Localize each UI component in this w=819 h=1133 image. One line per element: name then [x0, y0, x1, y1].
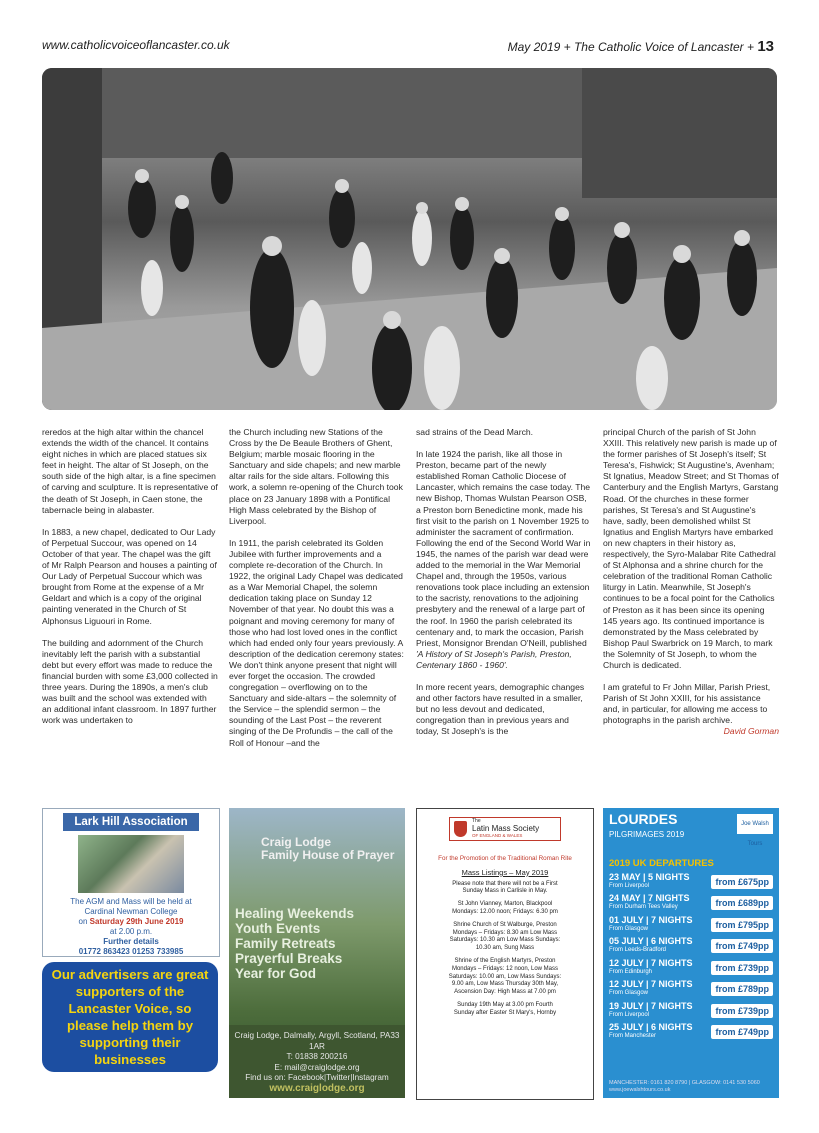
lark-time: at 2.00 p.m. [109, 927, 153, 936]
paragraph-text: In late 1924 the parish, like all those in Preston, became part of the newly established Roman Catholic Diocese of Lancaster, which remains the case today. The new Bishop, Thomas Wulstan Pearson OSB, a Preston born Benedictine monk, made his first visit to the parish on 1 November 1925 to administer the sacrament of confirmation. Following the end of the Second World War in 1945, the names of the parish war dead were added to the memorial in the War Memorial Chapel and, through the 1950s, various renovations took place including an extension to the sacristy, renovations to the adjoining presbytery and the renewal of a large part of the roof. In 1960 the parish celebrated its centenary and, to mark the occasion, Parish Priest, Monsignor Brendan O'Neill, published [416, 449, 591, 648]
departure-price: from £739pp [711, 1004, 773, 1018]
paragraph [416, 449, 592, 671]
lourdes-subtitle: PILGRIMAGES 2019 [609, 830, 685, 839]
departure-from: From Durham Tees Valley [609, 904, 678, 911]
paragraph: In 1883, a new chapel, dedicated to Our Lady of Perpetual Succour, was opened on 14 October of that year. The chapel was the gift of Mr Ralph Pearson and houses a painting of Our Lady of Perpetual Succour which was brought from Rome at the expense of a Mr Geldart and which is a copy of the original painting venerated in the Church of St Alphonsus Liguouri in Rome. [42, 526, 217, 626]
latin-mass-logo [449, 817, 561, 841]
departure-from: From Edinburgh [609, 968, 653, 975]
article-column-1 [42, 427, 218, 737]
departure-from: From Liverpool [609, 882, 650, 889]
latin-promo: For the Promotion of the Traditional Roman Rite [438, 855, 572, 862]
latin-block: Sunday 19th May at 3.00 pm Fourth Sunday after Easter St Mary's, Hornby [453, 1001, 557, 1016]
paragraph: principal Church of the parish of St John XXIII. This relatively new parish is made up of the former parishes of St Joseph's itself; St Teresa's, Fishwick; St Augustine's, Avenham; St Ignatius, Meadow Street; and St Thomas of Canterbury and the English Martyrs, Garstang Road. Of the churches in these former parishes, St Teresa's and St Augustine's have, sadly, been demolished whilst St Ignatius and English Martyrs have embarked on new chapters in their history as, respectively, the Syro-Malabar Rite Cathedral of St Alphonsa and a shrine church for the celebration of the traditional Roman Catholic liturgy in Latin. Meanwhile, St Joseph's continues to be a focal point for the Catholics of Preston as it has been since its opening 145 years ago. Its continued importance is demonstrated by the Mass celebrated by Bishop Paul Swarbrick on 19 March, to mark the Solemnity of St Joseph, to whom the Church is dedicated. [603, 427, 779, 670]
departure-row [603, 936, 779, 958]
advertisers-notice [42, 962, 218, 1072]
departure-price: from £749pp [711, 939, 773, 953]
lark-date: Saturday 29th June 2019 [89, 917, 184, 926]
article-column-2 [229, 427, 405, 760]
paragraph [603, 682, 779, 737]
craig-address: Craig Lodge, Dalmally, Argyll, Scotland, PA33 1AR [234, 1031, 400, 1051]
craig-phone: T: 01838 200216 [286, 1052, 348, 1061]
craig-email[interactable]: E: mail@craiglodge.org [274, 1062, 360, 1072]
lourdes-title: LOURDES [609, 811, 678, 827]
departure-date [609, 1002, 693, 1020]
latin-heading: Mass Listings – May 2019 [461, 867, 549, 877]
logo-name: Latin Mass Society [472, 824, 540, 833]
departure-price: from £789pp [711, 982, 773, 996]
departure-date [609, 959, 693, 977]
issue-label: May 2019 + The Catholic Voice of Lancaster + [507, 40, 754, 54]
page-number: 13 [757, 38, 774, 55]
departure-date-text: 12 JULY | 7 NIGHTS [609, 957, 693, 968]
departure-from: From Glasgow [609, 925, 649, 932]
departure-price: from £795pp [711, 918, 773, 932]
departure-date-text: 05 JULY | 6 NIGHTS [609, 936, 693, 947]
departure-date-text: 23 MAY | 5 NIGHTS [609, 871, 690, 882]
departure-row [603, 1022, 779, 1044]
craig-event: Family Retreats [235, 936, 336, 951]
latin-block: St John Vianney, Marton, Blackpool Mondays: 12.00 noon; Fridays: 6.30 pm [452, 901, 558, 915]
departure-row [603, 893, 779, 915]
lark-body [43, 897, 219, 957]
departure-row [603, 957, 779, 979]
advertisers-text: Our advertisers are great supporters of the Lancaster Voice, so please help them by supporting their businesses [51, 967, 209, 1067]
paragraph: sad strains of the Dead March. [416, 427, 534, 437]
departure-from: From Leeds-Bradford [609, 947, 667, 954]
departure-date-text: 25 JULY | 6 NIGHTS [609, 1022, 693, 1033]
craig-lodge-ad[interactable] [229, 808, 405, 1098]
lark-phones: 01772 863423 01253 733985 [78, 947, 184, 956]
craig-footer [229, 1025, 405, 1098]
lark-hill-ad[interactable] [42, 808, 220, 957]
logo-sub: OF ENGLAND & WALES [472, 833, 523, 838]
departure-row [603, 979, 779, 1001]
departure-row [603, 871, 779, 893]
craig-event: Prayerful Breaks [235, 951, 343, 966]
departure-date-text: 24 MAY | 7 NIGHTS [609, 893, 690, 904]
departure-price: from £689pp [711, 896, 773, 910]
lark-on: on [78, 917, 88, 926]
lourdes-footer: MANCHESTER: 0161 820 8790 | GLASGOW: 0141 530 5060 www.joewalshtours.co.uk [609, 1080, 760, 1093]
lourdes-uk: 2019 UK DEPARTURES [609, 858, 714, 869]
procession-photo [42, 68, 777, 410]
issue-header [508, 38, 774, 55]
departure-row [603, 914, 779, 936]
craig-social: Find us on: Facebook|Twitter|Instagram [245, 1073, 389, 1082]
lark-title: Lark Hill Association [63, 813, 199, 831]
latin-block: Please note that there will not be a First Sunday Mass in Carlisle in May. [452, 880, 558, 895]
paragraph: the Church including new Stations of the Cross by the De Beaule Brothers of Ghent, Belgium; marble mosaic flooring in the Sanctuary and side chapels; and new marble altar rails for the side altars. Following this work, a solemn re-opening of the Church took place on 23 January 1898 with a Pontifical High Mass celebrated by the Bishop of Liverpool. [229, 427, 403, 526]
joe-walsh-logo: Joe Walsh Tours [737, 814, 773, 834]
paragraph: reredos at the high altar within the chancel extends the width of the chancel. It contains eight niches in which are placed statues six feet in height. The altar of St Joseph, on the south side of the high altar, is a fine specimen of carving and sculpture. It is representative of the death of St Joseph, in Caen stone, the tabernacle being in alabaster. [42, 427, 218, 515]
craig-events [235, 906, 354, 981]
departure-date [609, 937, 693, 955]
craig-event: Year for God [235, 966, 317, 981]
article-column-3 [416, 427, 592, 748]
craig-subtitle: Family House of Prayer [261, 848, 395, 862]
craig-heading [261, 836, 394, 862]
departure-price: from £749pp [711, 1025, 773, 1039]
latin-mass-ad[interactable] [416, 808, 594, 1100]
departure-date [609, 980, 693, 998]
departure-from: From Glasgow [609, 990, 649, 997]
paragraph: In more recent years, demographic changes and other factors have resulted in a smaller, but no less devout and dedicated, congregation than in previous years and today, St Joseph's is the [416, 681, 585, 737]
departure-row [603, 1000, 779, 1022]
departure-date-text: 01 JULY | 7 NIGHTS [609, 914, 693, 925]
lark-line: The AGM and Mass will be held at [70, 897, 192, 906]
lourdes-departures [603, 871, 779, 1043]
craig-title: Craig Lodge [261, 835, 332, 849]
departure-price: from £739pp [711, 961, 773, 975]
departure-price: from £675pp [711, 875, 773, 889]
logo-the: The [472, 818, 481, 824]
departure-date [609, 916, 693, 934]
departure-date [609, 1023, 693, 1041]
lark-line: Cardinal Newman College [84, 907, 178, 916]
paragraph: In 1911, the parish celebrated its Golden Jubilee with further improvements and a complete re-decoration of the Church. In 1922, the original Lady Chapel was dedicated as a War Memorial Chapel, the solemn dedication taking place on Sunday 12 November of that year. No doubt this was a poignant and moving ceremony for many of those who had lost loved ones in the conflict which had ended only four years previously. A description of the dedication ceremony states: We don't think anyone present that night will ever forget the occasion. The crowded congregation – overflowing on to the Sanctuary and side-altars – the solemnity of the Service – the splendid sermon – the sounding of the Last Post – the reverent singing of the De Profundis – the call of the Roll of Honour –and the [229, 537, 404, 748]
latin-block: Shrine of the English Martyrs, Preston Mondays – Fridays: 12 noon, Low Mass Saturdays: 10.00 am, Low Mass Sundays: 9.00 am, Low Mass Thursday 30th May, Ascension Day: High Mass at 7.00 pm [448, 957, 562, 996]
departure-from: From Manchester [609, 1033, 657, 1040]
paragraph: The building and adornment of the Church inevitably left the parish with a substantial debt but every effort was made to reduce the financial burden with some £3,000 collected in three years. During the 1890s, a men's club was built and the school was extended with an additional infant classroom. In 1897 further work was undertaken to [42, 637, 218, 726]
lark-hill-photo [78, 835, 184, 893]
departure-from: From Liverpool [609, 1011, 650, 1018]
paragraph-text: I am grateful to Fr John Millar, Parish Priest, Parish of St John XXIII, for his assistance and, in particular, for allowing me access to photographs in the parish archive. [603, 682, 771, 726]
craig-website[interactable]: www.craiglodge.org [269, 1082, 365, 1094]
craig-event: Youth Events [235, 921, 321, 936]
departure-date-text: 19 JULY | 7 NIGHTS [609, 1000, 693, 1011]
lark-further: Further details [103, 937, 159, 946]
crest-icon [454, 821, 467, 837]
lourdes-ad[interactable] [603, 808, 779, 1098]
website-url[interactable]: www.catholicvoiceoflancaster.co.uk [42, 38, 230, 52]
departure-date-text: 12 JULY | 7 NIGHTS [609, 979, 693, 990]
lark-date-line [43, 917, 219, 927]
article-column-4 [603, 427, 779, 738]
departure-date [609, 873, 690, 891]
latin-block: Shrine Church of St Walburge, Preston Mondays – Fridays: 8.30 am Low Mass Saturdays: 10.30 am Low Mass Sundays: 10.30 am, Sung Mass [449, 921, 561, 952]
author-signature: David Gorman [723, 726, 779, 737]
departure-date [609, 894, 690, 912]
book-title: 'A History of St Joseph's Parish, Preston, Centenary 1860 - 1960'. [416, 648, 572, 670]
craig-event: Healing Weekends [235, 906, 355, 921]
